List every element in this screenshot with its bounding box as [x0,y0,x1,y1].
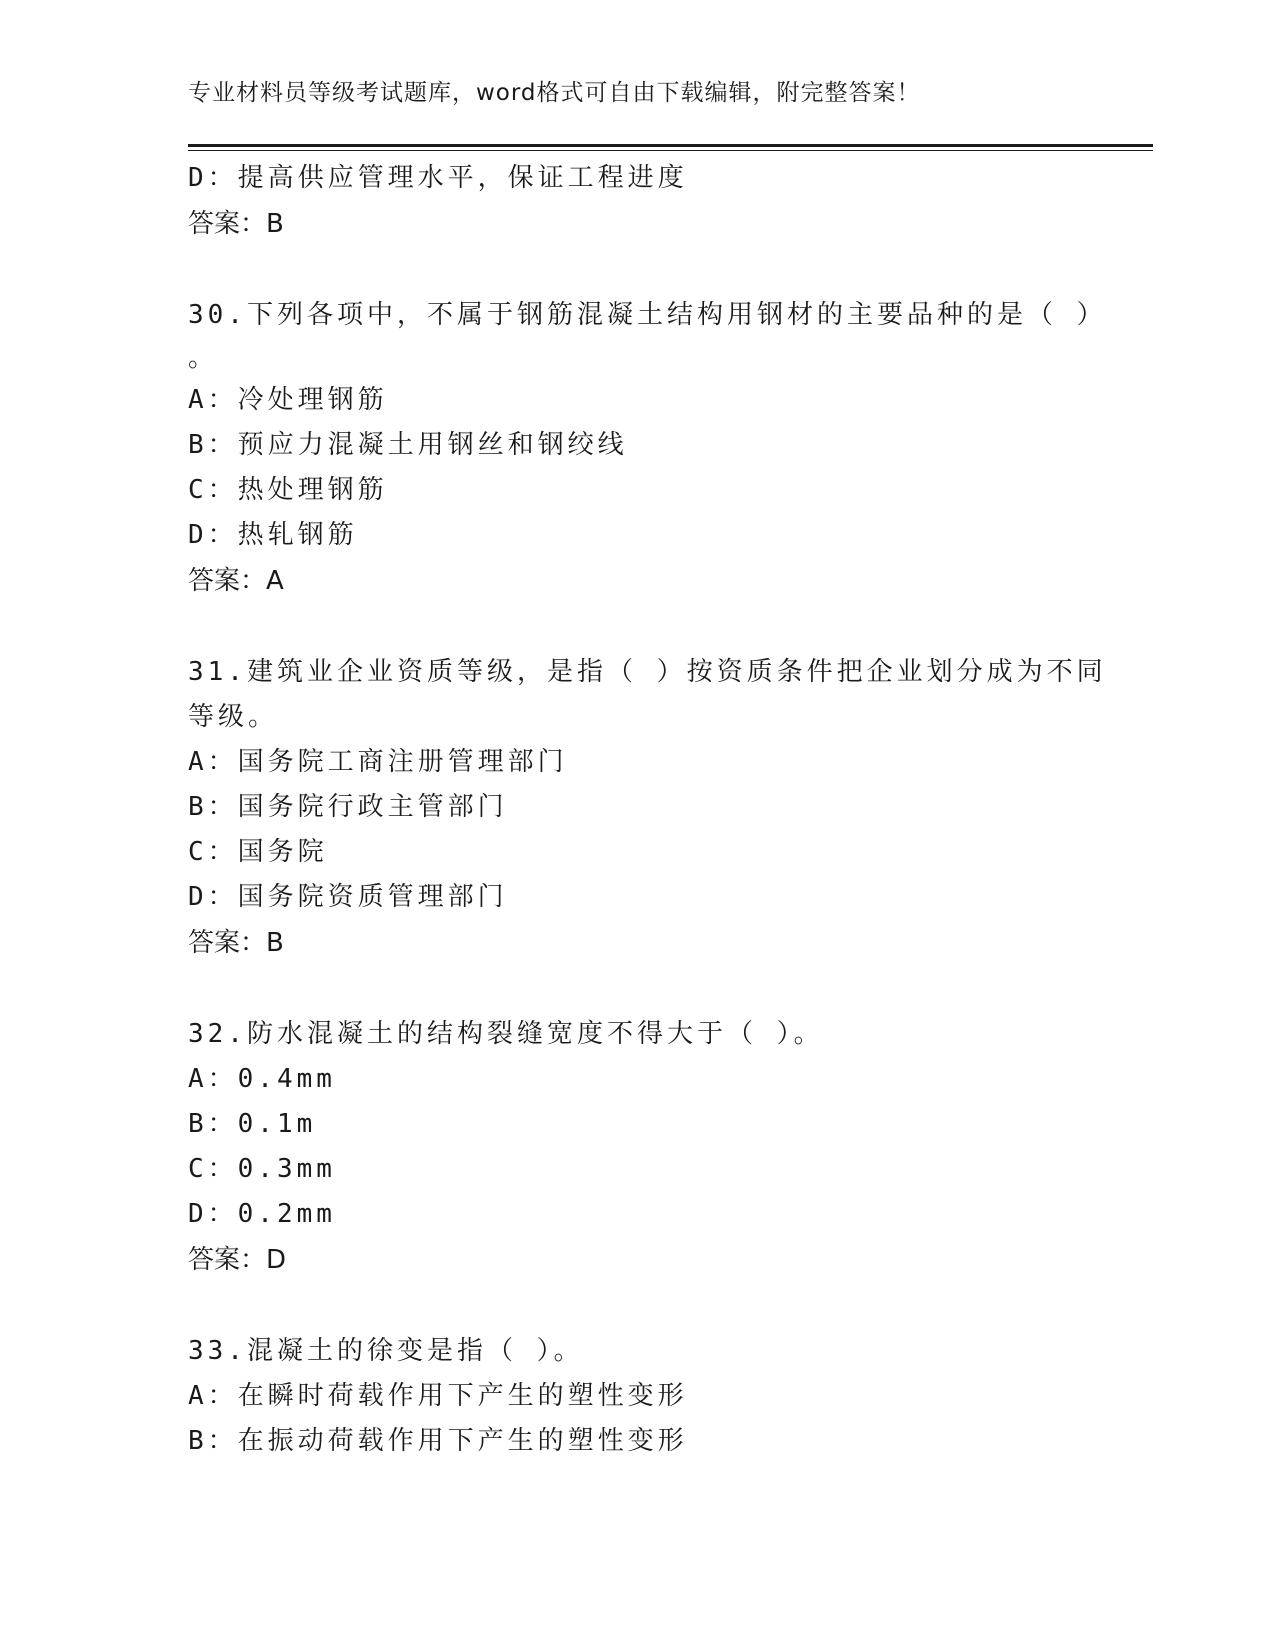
question-30 [188,293,1107,604]
option-b: B：预应力混凝土用钢丝和钢绞线 [188,430,628,460]
spacer [188,604,1088,650]
option-c: C：国务院 [188,837,328,867]
option-b: B：国务院行政主管部门 [188,792,508,822]
option-d: D：提高供应管理水平，保证工程进度 [188,163,688,193]
question-title: 30.下列各项中，不属于钢筋混凝土结构用钢材的主要品种的是（ ） [188,300,1107,330]
header-rule-thin [188,150,1153,151]
option-d: D：0.2mm [188,1199,336,1229]
option-d: D：热轧钢筋 [188,520,358,550]
question-title: 32.防水混凝土的结构裂缝宽度不得大于（ ）。 [188,1019,824,1049]
answer-line: 答案：A [188,566,284,596]
question-32 [188,1012,1088,1283]
header-rule-thick [188,144,1153,147]
option-c: C：热处理钢筋 [188,475,388,505]
option-b: B：0.1m [188,1109,317,1139]
question-33 [188,1329,1088,1464]
spacer [188,966,1088,1012]
answer-line: 答案：D [188,1245,287,1275]
option-a: A：0.4mm [188,1064,336,1094]
question-title-cont: 等级。 [188,702,279,732]
answer-line: 答案：B [188,209,284,239]
document-body [188,156,1107,1464]
question-title-cont: 。 [188,343,219,373]
option-a: A：国务院工商注册管理部门 [188,747,568,777]
option-b: B：在振动荷载作用下产生的塑性变形 [188,1426,688,1456]
question-title: 33.混凝土的徐变是指（ ）。 [188,1336,584,1366]
spacer [188,247,1088,293]
option-a: A：在瞬时荷载作用下产生的塑性变形 [188,1381,688,1411]
spacer [188,1283,1088,1329]
question-title: 31.建筑业企业资质等级，是指（ ）按资质条件把企业划分成为不同 [188,657,1107,687]
page-header: 专业材料员等级考试题库，word格式可自由下载编辑，附完整答案！ [188,80,921,106]
question-31 [188,650,1107,966]
answer-line: 答案：B [188,928,284,958]
option-d: D：国务院资质管理部门 [188,882,508,912]
option-c: C：0.3mm [188,1154,336,1184]
option-a: A：冷处理钢筋 [188,385,388,415]
